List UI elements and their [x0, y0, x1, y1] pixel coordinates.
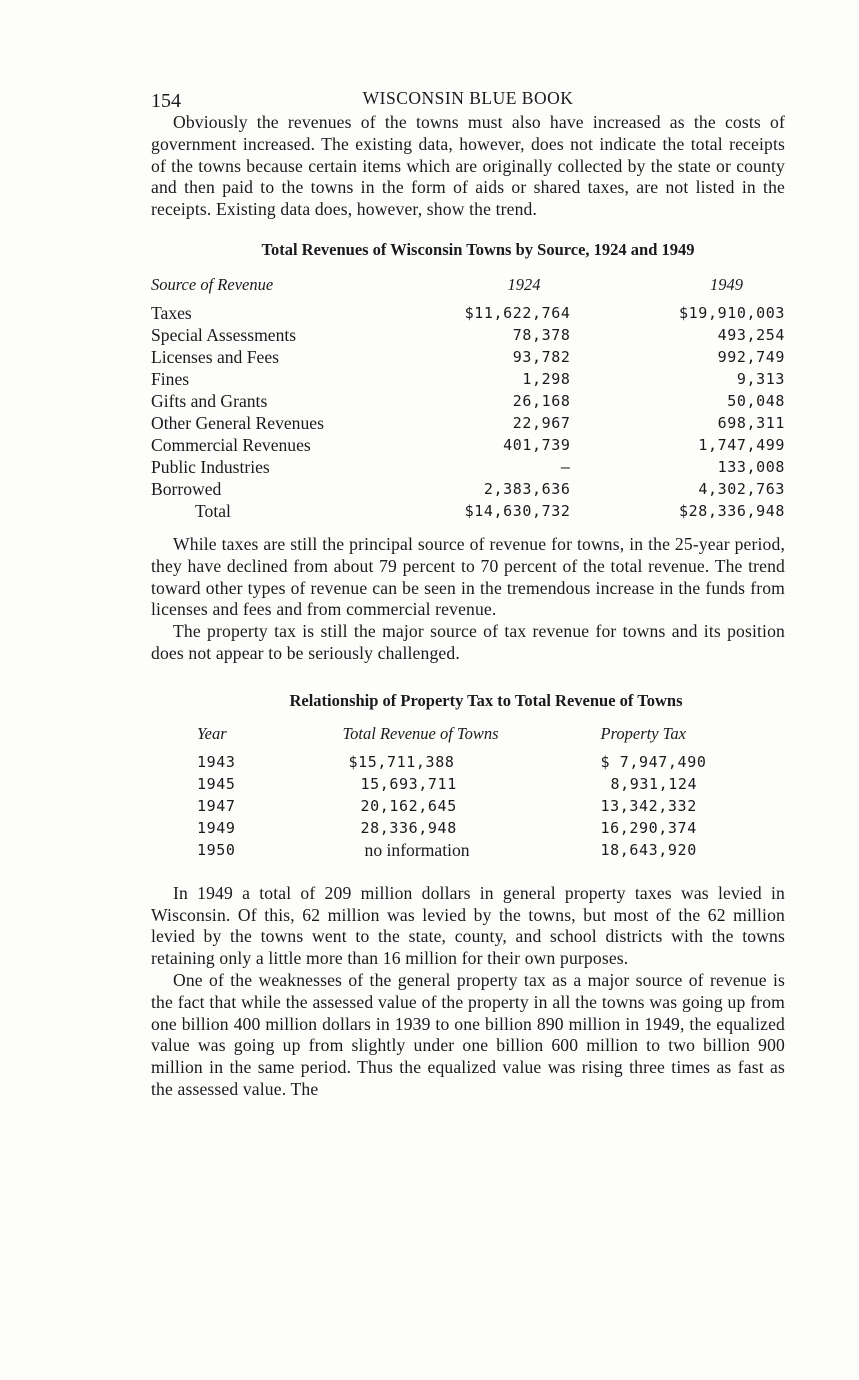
revenue-1949: 4,302,763 — [698, 479, 785, 498]
running-head — [151, 86, 785, 112]
table-row — [197, 751, 745, 773]
total-revenue-cell: 15,693,711 — [360, 774, 457, 793]
table-row — [151, 346, 785, 368]
middle-text — [151, 534, 785, 665]
table-row — [151, 368, 785, 390]
revenue-1924: $11,622,764 — [464, 303, 571, 322]
total-revenue-cell: 28,336,948 — [360, 818, 457, 837]
total-revenue-cell: $15,711,388 — [348, 752, 455, 771]
revenue-1924: 93,782 — [512, 347, 571, 366]
table-header-row — [197, 723, 745, 751]
year-cell: 1945 — [197, 774, 236, 793]
header-1924: 1924 — [507, 274, 541, 294]
header-year: Year — [197, 723, 227, 743]
total-1924: $14,630,732 — [464, 501, 571, 520]
levy-paragraph: In 1949 a total of 209 million dollars in general property taxes was levied in Wisconsin. Of this, 62 million was levied by the towns, but most of the 62 million levied by the towns went to the state, county, and school districts with the towns retaining only a little more than 16 million for their own purposes. — [151, 882, 785, 969]
revenue-1924: 78,378 — [512, 325, 571, 344]
property-tax-cell: 16,290,374 — [600, 818, 697, 837]
total-revenue-cell: 20,162,645 — [360, 796, 457, 815]
table-header-row — [151, 274, 785, 302]
property-tax-cell: 8,931,124 — [610, 774, 698, 793]
taxes-decline-paragraph: While taxes are still the principal source of revenue for towns, in the 25-year period, they have declined from about 79 percent to 70 percent of the total revenue. The trend toward other types of revenue can be seen in the tremendous increase in the funds from licenses and fees and from commercial revenue. — [151, 533, 785, 620]
header-1949: 1949 — [710, 274, 743, 294]
property-tax-cell: 13,342,332 — [600, 796, 697, 815]
year-cell: 1949 — [197, 818, 236, 837]
year-cell: 1943 — [197, 752, 236, 771]
revenue-source: Gifts and Grants — [151, 390, 268, 411]
table-row — [151, 478, 785, 500]
closing-text — [151, 883, 785, 1101]
year-cell: 1950 — [197, 840, 236, 859]
header-property-tax: Property Tax — [600, 723, 686, 743]
weakness-paragraph: One of the weaknesses of the general property tax as a major source of revenue is the fact that while the assessed value of the property in all the towns was going up from one billion 400 million dollars in 1939 to one billion 890 million in 1949, the equalized value was going up from slightly under one billion 600 million to two billion 900 million in the same period. Thus the equalized value was rising three times as fast as the assessed value. The — [151, 969, 785, 1099]
revenue-source: Other General Revenues — [151, 412, 324, 433]
revenue-source: Taxes — [151, 302, 192, 323]
revenue-1924: 22,967 — [512, 413, 571, 432]
table-row — [197, 839, 745, 861]
header-source-of-revenue: Source of Revenue — [151, 274, 274, 294]
total-label: Total — [195, 500, 231, 521]
intro-paragraph: Obviously the revenues of the towns must also have increased as the costs of government increased. The existing data, however, does not indicate the total receipts of the towns because certain items which are originally collected by the state or county and then paid to the towns in the form of aids or shared taxes, are not listed in the receipts. Existing data does, however, show the trend. — [151, 112, 785, 220]
revenue-source: Licenses and Fees — [151, 346, 280, 367]
book-title: WISCONSIN BLUE BOOK — [362, 88, 574, 108]
revenue-1924: 2,383,636 — [483, 479, 571, 498]
revenue-source: Fines — [151, 368, 190, 389]
table-row — [197, 817, 745, 839]
revenue-1949: 9,313 — [736, 369, 785, 388]
table-row — [151, 434, 785, 456]
total-revenue-cell: no information — [364, 839, 470, 860]
revenue-1949: 493,254 — [717, 325, 785, 344]
property-tax-table — [197, 723, 745, 861]
revenue-table-title: Total Revenues of Wisconsin Towns by Source, 1924 and 1949 — [261, 239, 695, 259]
page-number: 154 — [151, 90, 181, 112]
revenue-1949: 50,048 — [727, 391, 785, 410]
table-row — [151, 390, 785, 412]
table-row — [197, 773, 745, 795]
table-total-row — [151, 500, 785, 522]
revenue-1949: 992,749 — [717, 347, 785, 366]
revenue-1924: 26,168 — [512, 391, 571, 410]
property-tax-cell: 18,643,920 — [600, 840, 697, 859]
revenue-1924: 401,739 — [503, 435, 571, 454]
revenue-source: Special Assessments — [151, 324, 297, 345]
property-tax-paragraph: The property tax is still the major source of tax revenue for towns and its position does not appear to be seriously challenged. — [151, 621, 785, 663]
revenue-table — [151, 274, 785, 522]
total-1949: $28,336,948 — [679, 501, 785, 520]
revenue-1949: 1,747,499 — [698, 435, 785, 454]
property-tax-cell: $ 7,947,490 — [600, 752, 707, 771]
document-page — [151, 86, 785, 1101]
revenue-1924: — — [560, 457, 571, 476]
table-row — [151, 456, 785, 478]
revenue-1949: 133,008 — [717, 457, 785, 476]
property-table-title: Relationship of Property Tax to Total Revenue of Towns — [289, 690, 683, 710]
revenue-1949: $19,910,003 — [679, 303, 785, 322]
table-row — [151, 302, 785, 324]
revenue-source: Commercial Revenues — [151, 434, 311, 455]
year-cell: 1947 — [197, 796, 236, 815]
table-row — [197, 795, 745, 817]
revenue-1924: 1,298 — [522, 369, 571, 388]
revenue-source: Public Industries — [151, 456, 270, 477]
table-row — [151, 324, 785, 346]
table-row — [151, 412, 785, 434]
revenue-source: Borrowed — [151, 478, 222, 499]
header-total-revenue: Total Revenue of Towns — [342, 723, 499, 743]
revenue-1949: 698,311 — [717, 413, 785, 432]
